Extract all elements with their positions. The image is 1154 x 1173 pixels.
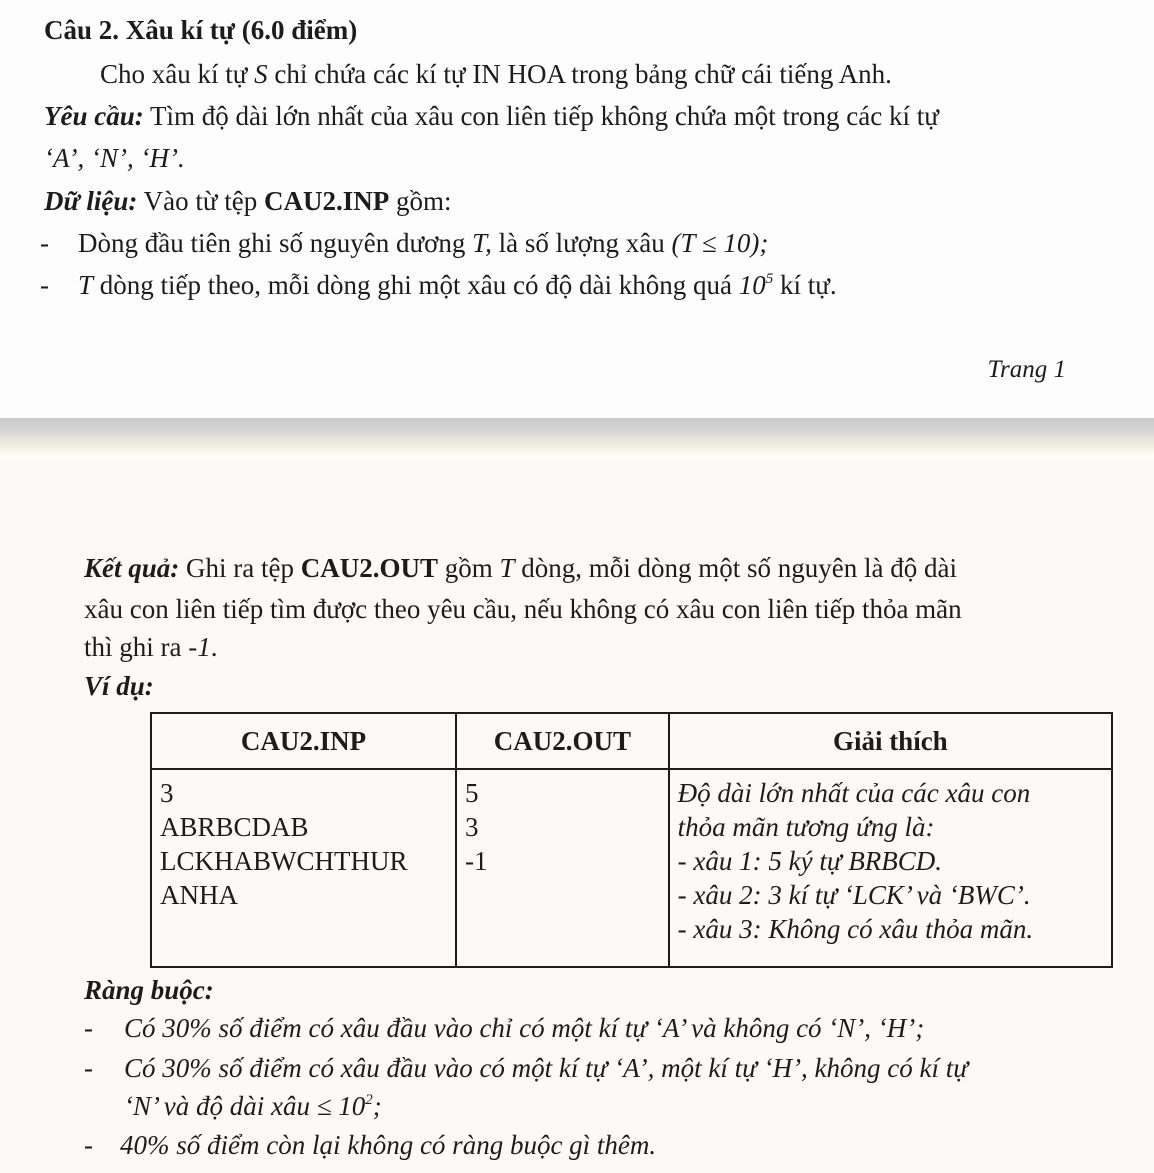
page-gap xyxy=(0,418,1154,458)
output-line-3: thì ghi ra -1. xyxy=(84,632,218,662)
output-line-2: xâu con liên tiếp tìm được theo yêu cầu, nếu không có xâu con liên tiếp thỏa mãn xyxy=(84,594,962,624)
input-line: LCKHABWCHTHUR xyxy=(160,846,408,876)
explanation-line: - xâu 3: Không có xâu thỏa mãn. xyxy=(677,914,1034,944)
input-line: 3 xyxy=(160,778,174,808)
output-line: -1 xyxy=(465,846,488,876)
constraint-item-1: - Có 30% số điểm có xâu đầu vào chỉ có một kí tự ‘A’ và không có ‘N’, ‘H’; xyxy=(84,1013,925,1043)
page-footer: Trang 1 xyxy=(987,356,1066,383)
input-bullet-2: - T dòng tiếp theo, mỗi dòng ghi một xâu có độ dài không quá $10^5$ kí tự. xyxy=(40,270,837,300)
input-heading: Dữ liệu: Vào từ tệp CAU2.INP gồm: xyxy=(44,186,452,216)
page-bottom xyxy=(0,458,1154,1173)
input-bullet-1: - Dòng đầu tiên ghi số nguyên dương T, là số lượng xâu (T ≤ 10); xyxy=(40,228,769,258)
cell-explanation xyxy=(669,769,1112,967)
output-line: 3 xyxy=(465,812,479,842)
constraints-label: Ràng buộc: xyxy=(84,975,214,1005)
header-input: CAU2.INP xyxy=(151,713,456,769)
constraint-item-2-cont: ‘N’ và độ dài xâu ≤ $10^2$; xyxy=(124,1091,382,1121)
page-top xyxy=(0,0,1154,418)
question-title: Câu 2. Xâu kí tự (6.0 điểm) xyxy=(44,15,358,45)
explanation-line: - xâu 2: 3 kí tự ‘LCK’ và ‘BWC’. xyxy=(677,880,1031,910)
input-label: Dữ liệu: xyxy=(44,186,138,216)
explanation-line: thỏa mãn tương ứng là: xyxy=(677,812,935,842)
output-heading: Kết quả: Ghi ra tệp CAU2.OUT gồm T dòng, mỗi dòng một số nguyên là độ dài xyxy=(84,553,958,583)
input-line: ANHA xyxy=(160,880,238,910)
cell-output xyxy=(456,769,669,967)
requirement-chars: ‘A’, ‘N’, ‘H’. xyxy=(44,143,185,173)
input-line: ABRBCDAB xyxy=(160,812,309,842)
example-label: Ví dụ: xyxy=(84,671,154,701)
explanation-line: - xâu 1: 5 ký tự BRBCD. xyxy=(677,846,943,876)
table-row xyxy=(151,769,1112,967)
constraint-item-3: - 40% số điểm còn lại không có ràng buộc gì thêm. xyxy=(84,1130,657,1160)
output-label: Kết quả: xyxy=(84,553,180,583)
cell-input xyxy=(151,769,456,967)
intro-paragraph: Cho xâu kí tự S chỉ chứa các kí tự IN HOA trong bảng chữ cái tiếng Anh. xyxy=(100,59,892,89)
header-output: CAU2.OUT xyxy=(456,713,669,769)
output-line: 5 xyxy=(465,778,479,808)
constraint-item-2: - Có 30% số điểm có xâu đầu vào có một kí tự ‘A’, một kí tự ‘H’, không có kí tự xyxy=(84,1053,968,1083)
requirement-paragraph: Yêu cầu: Tìm độ dài lớn nhất của xâu con liên tiếp không chứa một trong các kí tự xyxy=(44,101,939,131)
input-file: CAU2.INP xyxy=(264,186,390,216)
requirement-label: Yêu cầu: xyxy=(44,101,144,131)
explanation-line: Độ dài lớn nhất của các xâu con xyxy=(677,778,1031,808)
header-explanation: Giải thích xyxy=(669,713,1112,769)
table-header-row xyxy=(151,713,1112,769)
example-table xyxy=(150,712,1113,968)
output-file: CAU2.OUT xyxy=(300,553,438,583)
